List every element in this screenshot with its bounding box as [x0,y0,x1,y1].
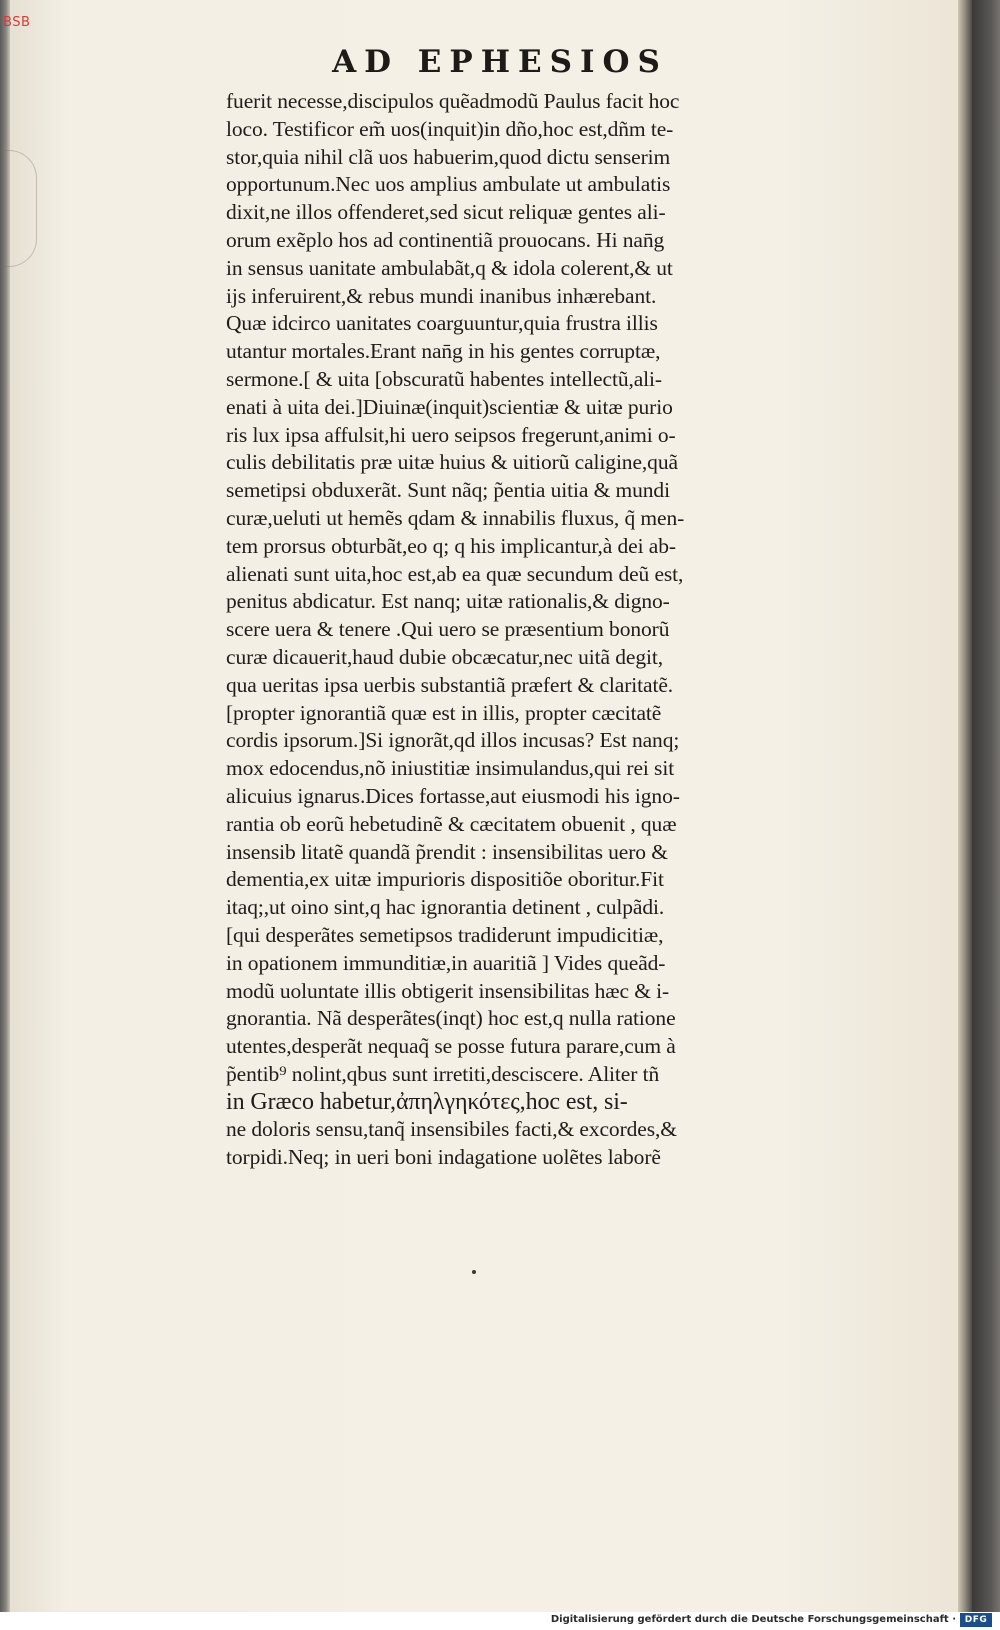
text-line: [qui desperãtes semetipsos tradiderunt impudicitiæ, [226,922,664,947]
running-head: AD EPHESIOS [332,44,668,80]
text-line: ris lux ipsa affulsit,hi uero seipsos fregerunt,animi o- [226,422,676,447]
text-line: in sensus uanitate ambulabãt,q & idola colerent,& ut [226,255,673,280]
text-line: stor,quia nihil clã uos habuerim,quod dictu senserim [226,144,671,169]
text-line: penitus abdicatur. Est nanq; uitæ rationalis,& digno- [226,589,670,614]
text-line: semetipsi obduxerãt. Sunt nãq; p̃entia uitia & mundi [226,478,670,503]
footer-bar [0,1612,1000,1630]
text-line: alienati sunt uita,hoc est,ab ea quæ secundum deũ est, [226,561,684,586]
text-line: sermone.[ & uita [obscuratũ habentes intellectũ,ali- [226,366,662,391]
book-edge [972,0,1000,1612]
text-line: loco. Testificor em̃ uos(inquit)in dño,hoc est,dñm te- [226,116,674,141]
text-line: ijs inferuirent,& rebus mundi inanibus inhærebant. [226,283,657,308]
page-gutter-shadow [958,0,972,1612]
ink-dot [472,1270,476,1274]
text-line: culis debilitatis præ uitæ huius & uitiorũ caligine,quã [226,450,678,475]
text-line: p̃entib⁹ nolint,qbus sunt irretiti,desciscere. Aliter tñ [226,1061,660,1086]
text-line: rantia ob eorũ hebetudinẽ & cæcitatem obuenit , quæ [226,811,677,836]
text-line: qua ueritas ipsa uerbis substantiã præfert & claritatẽ. [226,672,674,697]
text-line: torpidi.Neq; in ueri boni indagatione uolẽtes laborẽ [226,1145,661,1170]
text-line: cordis ipsorum.]Si ignorãt,qd illos incusas? Est nanq; [226,728,680,753]
footer-credit: Digitalisierung gefördert durch die Deutsche Forschungsgemeinschaft · [550,1614,956,1625]
text-line: utentes,desperãt nequaq̃ se posse futura parare,cum à [226,1034,676,1059]
dfg-logo: DFG [960,1613,992,1627]
text-line: curæ dicauerit,haud dubie obcæcatur,nec uitã degit, [226,644,664,669]
page-fold-mark [0,150,37,267]
text-line: curæ,ueluti ut hemẽs qdam & innabilis fluxus, q̃ men- [226,505,685,530]
text-line: insensib litatẽ quandã p̃rendit : insensibilitas uero & [226,839,668,864]
text-line: modũ uoluntate illis obtigerit insensibilitas hæc & i- [226,978,670,1003]
text-line: ne doloris sensu,tanq̃ insensibiles facti,& excordes,& [226,1117,677,1142]
text-line: opportunum.Nec uos amplius ambulate ut ambulatis [226,172,671,197]
text-block [226,88,916,1172]
text-line: in opationem immunditiæ,in auaritiã ] Vides queãd- [226,950,666,975]
text-line: alicuius ignarus.Dices fortasse,aut eiusmodi his igno- [226,783,680,808]
text-line: Quæ idcirco uanitates coarguuntur,quia frustra illis [226,311,658,336]
text-line: dixit,ne illos offenderet,sed sicut reliquæ gentes ali- [226,200,666,225]
text-line: gnorantia. Nã desperãtes(inqt) hoc est,q nulla ratione [226,1006,676,1031]
text-line: orum exẽplo hos ad continentiã prouocans. Hi nan̄g [226,227,665,252]
text-line: mox edocendus,nõ iniustitiæ insimulandus,qui rei sit [226,756,675,781]
text-line: tem prorsus obturbãt,eo q; q his implicantur,à dei ab- [226,533,676,558]
text-line: dementia,ex uitæ impurioris dispositiõe oboritur.Fit [226,867,664,892]
library-mark: BSB [3,15,31,30]
text-line: utantur mortales.Erant nan̄g in his gentes corruptæ, [226,339,661,364]
text-line: scere uera & tenere .Qui uero se præsentium bonorũ [226,617,670,642]
text-line: [propter ignorantiã quæ est in illis, propter cæcitatẽ [226,700,662,725]
text-line: itaq;,ut oino sint,q hac ignorantia detinent , culpãdi. [226,895,665,920]
text-line: fuerit necesse,discipulos quẽadmodũ Paulus facit hoc [226,89,680,113]
text-line: in Græco habetur,ἀπηλγηκότες,hoc est, si- [226,1088,628,1115]
text-line: enati à uita dei.]Diuinæ(inquit)scientiæ & uitæ purio [226,394,673,419]
